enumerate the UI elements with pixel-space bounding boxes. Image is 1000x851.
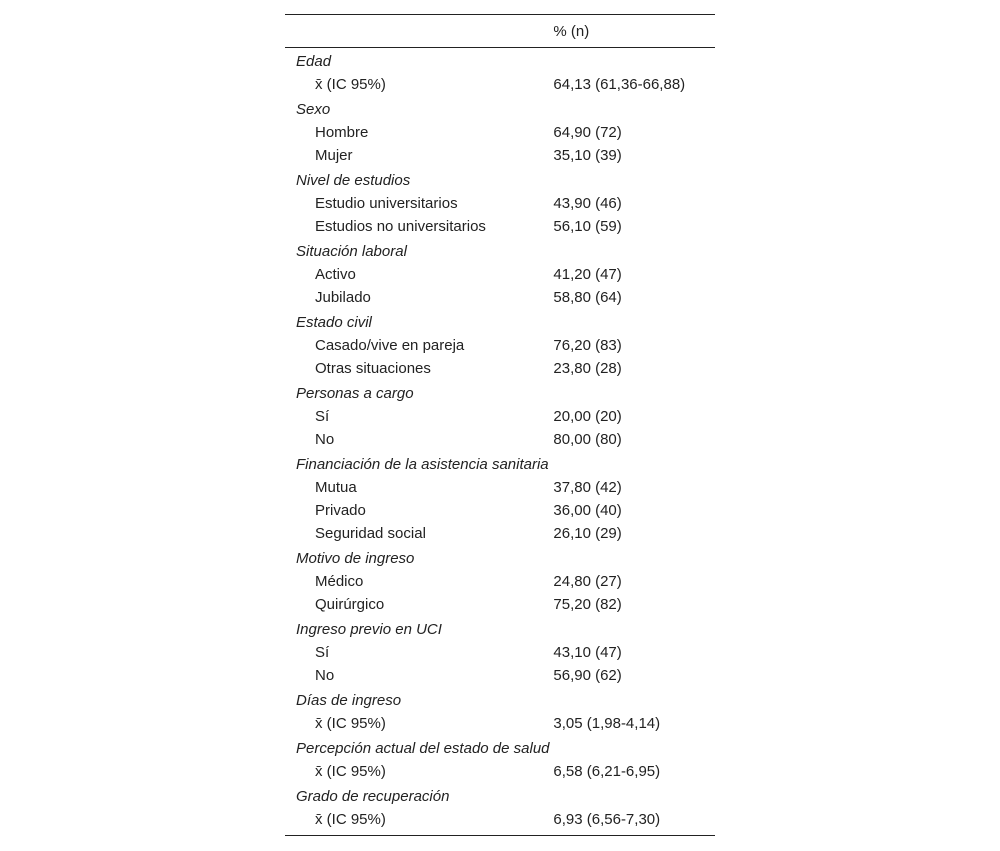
row-label: x̄ (IC 95%) — [315, 715, 386, 732]
category-label: Edad — [296, 53, 332, 70]
row-label: Hombre — [315, 124, 369, 141]
category-row — [285, 96, 715, 121]
category-label: Estado civil — [296, 314, 372, 331]
row-label: Jubilado — [315, 289, 371, 306]
demographics-table — [285, 14, 715, 836]
row-value: 64,90 (72) — [553, 124, 622, 141]
header-label-cell — [285, 15, 553, 48]
table-row — [285, 192, 715, 215]
table-row — [285, 357, 715, 380]
row-value: 3,05 (1,98-4,14) — [553, 715, 661, 732]
table-row — [285, 499, 715, 522]
row-value: 20,00 (20) — [553, 408, 622, 425]
table-row — [285, 808, 715, 836]
header-value-cell: % (n) — [553, 15, 715, 48]
category-label: Financiación de la asistencia sanitaria — [296, 456, 549, 473]
row-label: Privado — [315, 502, 366, 519]
row-label: x̄ (IC 95%) — [285, 808, 553, 836]
row-value: 6,93 (6,56-7,30) — [553, 808, 715, 836]
category-value-empty — [553, 735, 715, 760]
category-row — [285, 735, 715, 760]
row-value: 36,00 (40) — [553, 502, 622, 519]
category-row — [285, 545, 715, 570]
row-label: Sí — [315, 644, 330, 661]
table-row — [285, 73, 715, 96]
category-row — [285, 783, 715, 808]
category-label: Días de ingreso — [296, 692, 402, 709]
row-value: 76,20 (83) — [553, 337, 622, 354]
row-value: 56,90 (62) — [553, 667, 622, 684]
table-row — [285, 593, 715, 616]
category-row — [285, 238, 715, 263]
row-value: 43,90 (46) — [553, 195, 622, 212]
row-label: Otras situaciones — [315, 360, 431, 377]
row-label: Mutua — [315, 479, 357, 496]
category-value-empty — [553, 783, 715, 808]
category-value-empty — [553, 167, 715, 192]
category-label: Situación laboral — [296, 243, 407, 260]
table-row — [285, 215, 715, 238]
category-value-empty — [553, 96, 715, 121]
table-row — [285, 476, 715, 499]
row-label: Seguridad social — [315, 525, 426, 542]
row-value: 64,13 (61,36-66,88) — [553, 76, 686, 93]
row-label: x̄ (IC 95%) — [315, 763, 386, 780]
category-row — [285, 380, 715, 405]
row-value: 26,10 (29) — [553, 525, 622, 542]
category-label: Motivo de ingreso — [296, 550, 415, 567]
category-row — [285, 309, 715, 334]
category-row — [285, 451, 715, 476]
row-label: x̄ (IC 95%) — [315, 76, 386, 93]
row-label: No — [315, 667, 335, 684]
table-row — [285, 121, 715, 144]
category-row — [285, 48, 715, 74]
category-value-empty — [553, 48, 715, 74]
row-value: 24,80 (27) — [553, 573, 622, 590]
category-value-empty — [553, 451, 715, 476]
category-label: Ingreso previo en UCI — [296, 621, 442, 638]
category-label: Percepción actual del estado de salud — [296, 740, 550, 757]
row-label: Quirúrgico — [315, 596, 385, 613]
table-row — [285, 144, 715, 167]
row-label: Mujer — [315, 147, 353, 164]
row-value: 75,20 (82) — [553, 596, 622, 613]
row-value: 37,80 (42) — [553, 479, 622, 496]
row-value: 35,10 (39) — [553, 147, 622, 164]
row-label: Casado/vive en pareja — [315, 337, 465, 354]
category-value-empty — [553, 238, 715, 263]
category-value-empty — [553, 545, 715, 570]
row-label: Estudio universitarios — [315, 195, 458, 212]
category-value-empty — [553, 380, 715, 405]
table-row — [285, 664, 715, 687]
category-label: Grado de recuperación — [296, 788, 450, 805]
row-label: Médico — [315, 573, 364, 590]
row-label: Estudios no universitarios — [315, 218, 486, 235]
category-value-empty — [553, 309, 715, 334]
category-label: Nivel de estudios — [296, 172, 411, 189]
row-label: Activo — [315, 266, 356, 283]
category-label: Personas a cargo — [296, 385, 414, 402]
category-row — [285, 616, 715, 641]
category-row — [285, 687, 715, 712]
table-row — [285, 263, 715, 286]
table-row — [285, 522, 715, 545]
row-label: Sí — [315, 408, 330, 425]
row-value: 80,00 (80) — [553, 431, 622, 448]
row-value: 56,10 (59) — [553, 218, 622, 235]
row-value: 23,80 (28) — [553, 360, 622, 377]
row-value: 41,20 (47) — [553, 266, 622, 283]
row-value: 58,80 (64) — [553, 289, 622, 306]
category-value-empty — [553, 687, 715, 712]
data-table-container — [285, 14, 715, 836]
category-label: Sexo — [296, 101, 331, 118]
row-value: 43,10 (47) — [553, 644, 622, 661]
table-row — [285, 712, 715, 735]
row-label: No — [315, 431, 335, 448]
table-body — [285, 48, 715, 836]
table-row — [285, 570, 715, 593]
table-header-row — [285, 15, 715, 48]
table-row — [285, 760, 715, 783]
category-value-empty — [553, 616, 715, 641]
table-row — [285, 334, 715, 357]
table-row — [285, 405, 715, 428]
category-row — [285, 167, 715, 192]
table-row — [285, 641, 715, 664]
table-row — [285, 428, 715, 451]
row-value: 6,58 (6,21-6,95) — [553, 763, 661, 780]
table-row — [285, 286, 715, 309]
